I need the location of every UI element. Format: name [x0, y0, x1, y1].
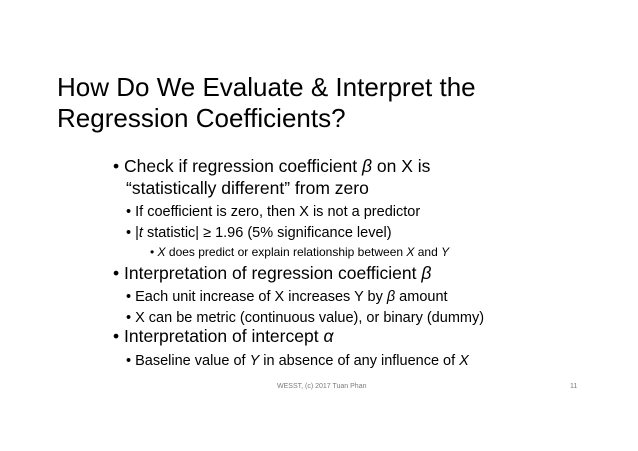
bullet-text: |	[135, 225, 139, 241]
x-symbol: X	[406, 245, 415, 259]
bullet-t-statistic	[126, 224, 392, 243]
bullet-text: Baseline value of	[135, 353, 250, 369]
slide-number: 11	[570, 383, 578, 390]
bullet-check-coefficient-continued	[126, 177, 369, 199]
bullet-marker: •	[126, 353, 132, 369]
y-symbol: Y	[249, 353, 260, 369]
bullet-check-coefficient	[113, 155, 430, 177]
bullet-text: on X is	[372, 156, 431, 176]
y-symbol: Y	[441, 245, 450, 259]
beta-symbol: β	[362, 156, 373, 176]
bullet-marker: •	[113, 326, 120, 346]
bullet-marker: •	[113, 156, 120, 176]
slide-title-line-2: Regression Coefficients?	[57, 103, 346, 133]
bullet-marker: •	[113, 263, 120, 283]
footer-credit: WESST, (c) 2017 Tuan Phan	[277, 383, 367, 390]
bullet-text: amount	[395, 289, 448, 305]
bullet-text: If coefficient is zero, then X is not a predictor	[135, 204, 421, 220]
bullet-text: in absence of any influence of	[259, 353, 460, 369]
bullet-text: Interpretation of intercept	[124, 326, 324, 346]
bullet-marker: •	[126, 225, 132, 241]
bullet-text: and	[414, 245, 442, 259]
bullet-x-predicts-y	[150, 244, 449, 260]
bullet-text: Each unit increase of X increases Y by	[135, 289, 387, 305]
bullet-interpret-coefficient	[113, 262, 431, 284]
bullet-baseline-value	[126, 352, 469, 371]
bullet-marker: •	[150, 245, 155, 259]
beta-symbol: β	[386, 289, 396, 305]
x-symbol: X	[459, 353, 469, 369]
bullet-text: X can be metric (continuous value), or binary (dummy)	[135, 310, 485, 326]
bullet-marker: •	[126, 310, 132, 326]
bullet-marker: •	[126, 289, 132, 305]
bullet-coefficient-zero	[126, 203, 420, 222]
bullet-text: Interpretation of regression coefficient	[124, 263, 422, 283]
bullet-text: “statistically different” from zero	[126, 178, 369, 198]
bullet-marker: •	[126, 204, 132, 220]
x-symbol: X	[157, 245, 166, 259]
t-symbol: t	[138, 225, 143, 241]
bullet-unit-increase	[126, 288, 448, 307]
alpha-symbol: α	[323, 326, 334, 346]
bullet-interpret-intercept	[113, 325, 333, 347]
bullet-text: Check if regression coefficient	[124, 156, 363, 176]
beta-symbol: β	[421, 263, 432, 283]
bullet-text: statistic| ≥ 1.96 (5% significance level)	[142, 225, 392, 241]
bullet-text: does predict or explain relationship between	[165, 245, 407, 259]
slide-title-line-1: How Do We Evaluate & Interpret the	[57, 72, 476, 102]
